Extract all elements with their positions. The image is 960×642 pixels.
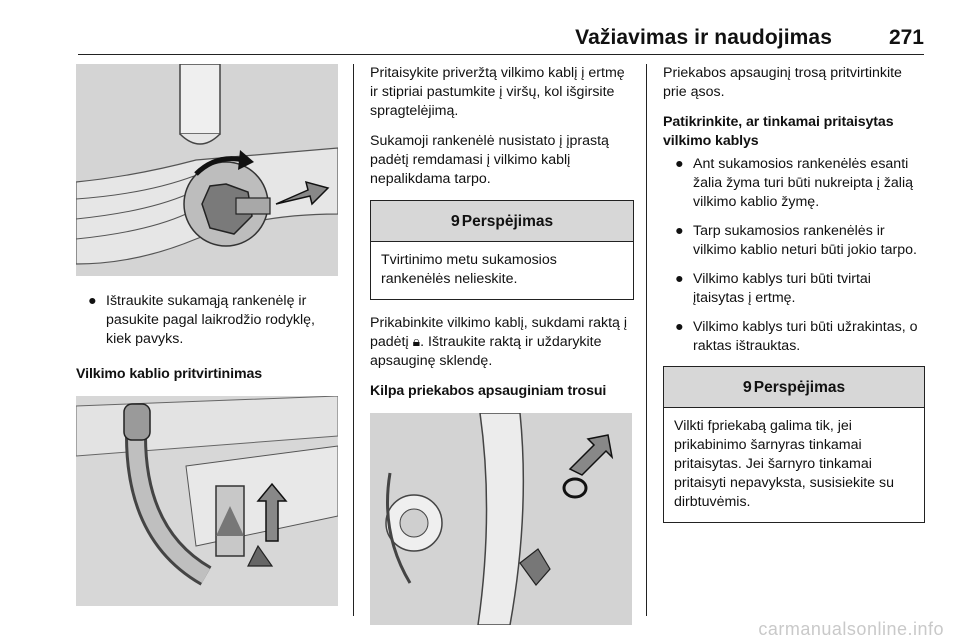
tow-hook-illustration — [76, 396, 338, 606]
safety-eyelet-illustration — [370, 413, 632, 625]
column-divider-2 — [646, 64, 647, 616]
warning-icon: 9 — [742, 378, 752, 396]
figure-rotary-knob — [76, 64, 338, 276]
column-divider-1 — [353, 64, 354, 616]
bullet-text: Ištraukite sukamąją rankenėlę ir pasukite pagal laikrodžio rodyklę, kiek pavyks. — [106, 293, 315, 347]
warning-box — [370, 200, 634, 300]
warning-title: Perspėjimas — [753, 378, 846, 396]
paragraph: Priekabos apsauginį trosą pritvirtinkite prie ąsos. — [663, 65, 902, 100]
list-item — [76, 292, 340, 349]
bullet-text: Vilkimo kablys turi būti užrakintas, o raktas ištrauktas. — [693, 319, 918, 354]
warning-box — [663, 366, 925, 523]
warning-text: Tvirtinimo metu sukamosios rankenėlės nelieskite. — [381, 252, 557, 287]
section-heading: Vilkimo kablio pritvirtinimas — [76, 366, 263, 382]
rotary-knob-illustration — [76, 64, 338, 276]
column-3 — [663, 64, 925, 537]
column-2 — [370, 64, 634, 625]
list-item — [663, 222, 925, 260]
bullet-icon: ● — [675, 319, 684, 335]
list-item — [663, 318, 925, 356]
list-item — [663, 155, 925, 212]
figure-safety-eyelet — [370, 413, 632, 625]
page-number: 271 — [888, 26, 924, 49]
page-header — [78, 0, 924, 56]
section-heading: Patikrinkite, ar tinkamai pritaisytas vilkimo kablys — [663, 114, 894, 149]
bullet-text: Tarp sukamosios rankenėlės ir vilkimo kablio neturi būti jokio tarpo. — [693, 223, 917, 258]
figure-tow-hook — [76, 396, 338, 606]
warning-text: Vilkti fpriekabą galima tik, jei prikabinimo šarnyras tinkamai pritaisytas. Jei šarnyro tinkamai pritaisyti nepavyksta, susisiekite su dirbtuvėmis. — [674, 418, 894, 510]
paragraph: Prikabinkite vilkimo kablį, sukdami raktą į padėtį 🔒︎. Ištraukite raktą ir uždarykite apsauginę sklendę. — [370, 315, 628, 369]
column-1 — [76, 64, 340, 606]
bullet-text: Vilkimo kablys turi būti tvirtai įtaisytas į ertmę. — [693, 271, 871, 306]
paragraph: Pritaisykite priveržtą vilkimo kablį į ertmę ir stipriai pastumkite į viršų, kol išgirsite spragtelėjimą. — [370, 65, 625, 119]
bullet-icon: ● — [675, 271, 684, 287]
bullet-icon: ● — [88, 293, 97, 309]
warning-header — [371, 201, 633, 242]
header-rule — [78, 54, 924, 55]
section-heading: Kilpa priekabos apsauginiam trosui — [370, 383, 607, 399]
paragraph: Sukamoji rankenėlė nusistato į įprastą padėtį remdamasi į vilkimo kablį nepalikdama tarpo. — [370, 133, 609, 187]
bullet-icon: ● — [675, 156, 684, 172]
warning-title: Perspėjimas — [461, 212, 554, 230]
warning-header — [664, 367, 924, 408]
warning-icon: 9 — [450, 212, 460, 230]
page-title: Važiavimas ir naudojimas — [575, 26, 832, 49]
bullet-text: Ant sukamosios rankenėlės esanti žalia žyma turi būti nukreipta į žalią vilkimo kablio žymę. — [693, 156, 914, 210]
watermark: carmanualsonline.info — [758, 619, 944, 639]
bullet-icon: ● — [675, 223, 684, 239]
list-item — [663, 270, 925, 308]
